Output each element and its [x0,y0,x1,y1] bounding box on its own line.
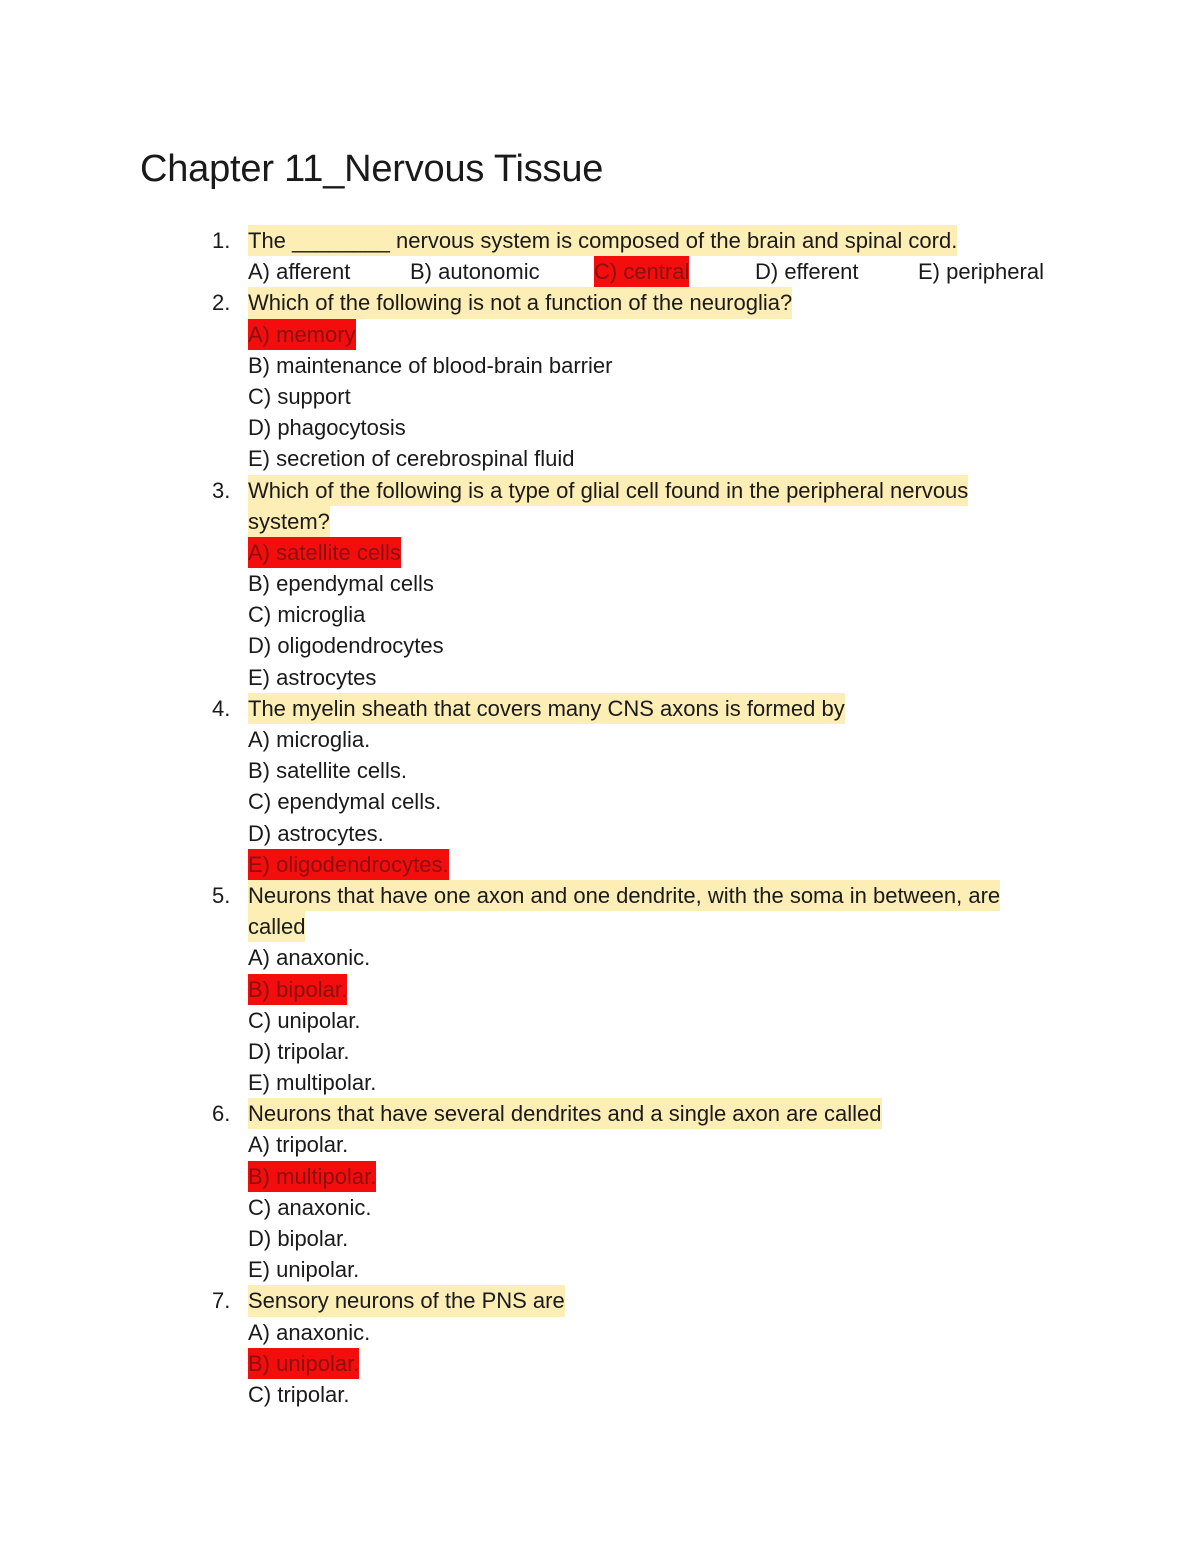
answer-option: B) satellite cells. [248,758,407,784]
correct-answer-option: B) multipolar. [248,1161,376,1192]
answer-option-row [0,724,1200,755]
question-item [0,1285,1200,1410]
correct-answer-option: A) memory [248,319,356,350]
question-text: Which of the following is a type of glial cell found in the peripheral nervous [248,475,968,506]
answer-option-row [0,381,1200,412]
answer-option: E) secretion of cerebrospinal fluid [248,446,575,472]
answer-option-row [0,443,1200,474]
answer-option-row [0,755,1200,786]
answer-option: B) maintenance of blood-brain barrier [248,352,613,378]
question-line [0,911,1200,942]
answer-option: D) bipolar. [248,1226,349,1251]
answer-option-row [0,1348,1200,1379]
question-text: Sensory neurons of the PNS are [248,1285,565,1316]
question-item [0,1098,1200,1285]
answer-option-row [0,974,1200,1005]
question-line [0,693,1200,724]
question-line [0,287,1200,318]
question-number: 7. [212,1288,231,1314]
question-number: 1. [212,228,231,253]
answer-option: E) astrocytes [248,664,377,690]
question-item [0,880,1200,1098]
question-number: 6. [212,1101,231,1127]
answer-option-row [0,1005,1200,1036]
question-item [0,475,1200,693]
question-text: called [248,911,305,942]
question-list [0,225,1200,1410]
question-text: Neurons that have several dendrites and a single axon are called [248,1098,882,1129]
question-text: The ________ nervous system is composed of the brain and spinal cord. [248,225,957,256]
question-text: Neurons that have one axon and one dendrite, with the soma in between, are [248,880,1000,911]
answer-option-row [0,818,1200,849]
document-title: Chapter 11_Nervous Tissue [140,148,604,190]
answer-option-row [0,599,1200,630]
correct-answer-option: C) central [594,256,689,287]
question-number: 2. [212,290,231,316]
answer-option: A) anaxonic. [248,1319,371,1345]
question-line [0,475,1200,506]
answer-option-row [0,1223,1200,1254]
answer-option-row [0,537,1200,568]
question-line [0,506,1200,537]
answer-option-row [0,350,1200,381]
correct-answer-option: E) oligodendrocytes. [248,849,449,880]
answer-option-row [0,630,1200,661]
answer-option: A) anaxonic. [248,945,371,971]
answer-option-row [0,1036,1200,1067]
answer-option-row [0,942,1200,973]
answer-option-row [0,568,1200,599]
answer-option-row [0,412,1200,443]
answer-option: C) unipolar. [248,1007,361,1033]
answer-option-row [0,1161,1200,1192]
answer-option: C) microglia [248,602,366,628]
answer-option: E) multipolar. [248,1070,377,1096]
answer-option-row [0,1067,1200,1098]
answer-option-row [0,1192,1200,1223]
question-line [0,880,1200,911]
answer-option: D) astrocytes. [248,820,384,846]
answer-option: A) afferent [248,259,351,285]
answer-option-row [0,1317,1200,1348]
correct-answer-option: B) unipolar. [248,1348,359,1379]
answer-option: B) ependymal cells [248,571,434,597]
answer-option: A) tripolar. [248,1132,349,1158]
question-item [0,693,1200,880]
answer-option: C) anaxonic. [248,1194,372,1220]
answer-option: E) unipolar. [248,1257,360,1283]
answer-option: C) tripolar. [248,1381,350,1407]
answer-option: A) microglia. [248,727,371,752]
question-number: 3. [212,477,231,503]
answer-option: E) peripheral [918,259,1044,285]
question-line [0,225,1200,256]
answer-option-row [0,662,1200,693]
answer-option: C) ependymal cells. [248,789,442,815]
answer-option-row [0,1254,1200,1285]
answer-option: D) tripolar. [248,1038,350,1064]
answer-option: B) autonomic [410,259,540,285]
correct-answer-option: A) satellite cells [248,537,401,568]
question-text: The myelin sheath that covers many CNS axons is formed by [248,693,845,724]
question-line [0,1285,1200,1316]
answer-option-row [0,786,1200,817]
answer-option: D) efferent [755,259,859,285]
correct-answer-option: B) bipolar. [248,974,347,1005]
answer-option-row [0,1379,1200,1410]
answer-option-row [0,849,1200,880]
question-text: Which of the following is not a function of the neuroglia? [248,287,792,318]
answer-option: D) oligodendrocytes [248,633,444,659]
answer-option: C) support [248,383,351,409]
answer-options-row [0,256,1200,287]
question-item [0,287,1200,474]
question-number: 4. [212,695,231,721]
answer-option-row [0,319,1200,350]
answer-option: D) phagocytosis [248,415,406,441]
question-text: system? [248,506,330,537]
question-number: 5. [212,882,231,908]
question-line [0,1098,1200,1129]
question-item [0,225,1200,287]
answer-option-row [0,1129,1200,1160]
